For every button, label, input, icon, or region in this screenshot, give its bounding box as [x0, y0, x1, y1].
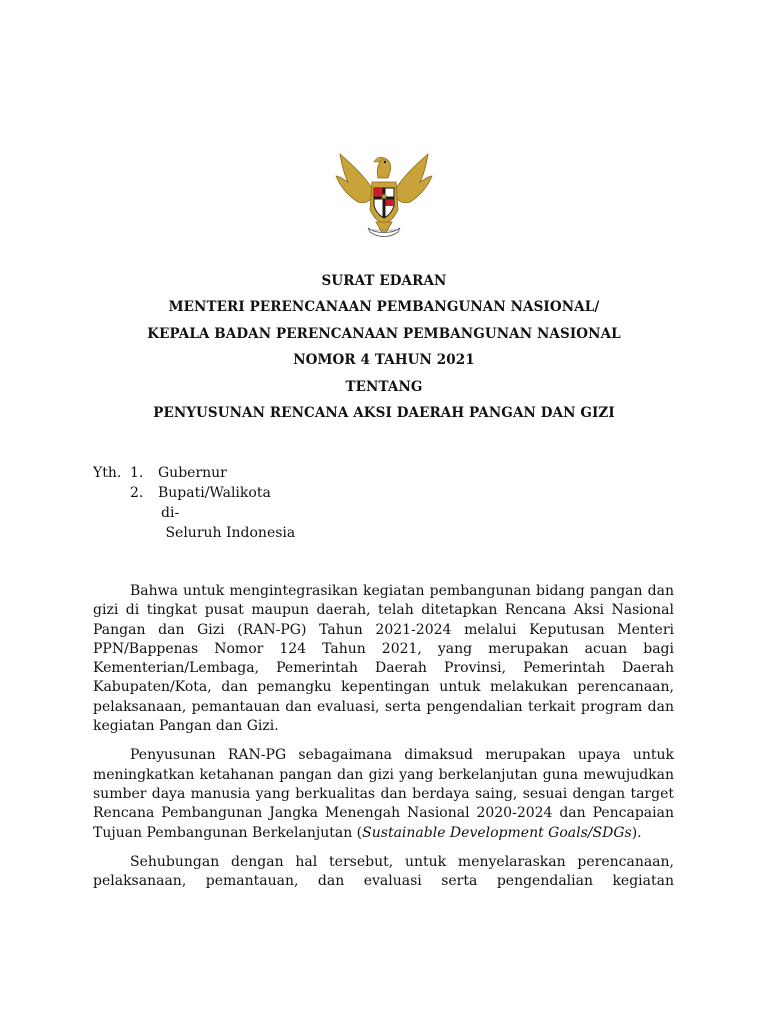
recipient-number: 2. — [130, 485, 144, 501]
issuer-line-2: KEPALA BADAN PERENCANAAN PEMBANGUNAN NASIONAL — [147, 325, 621, 342]
recipient-di: di- — [161, 505, 180, 521]
about-label: TENTANG — [345, 378, 423, 395]
recipient-name: Bupati/Walikota — [158, 485, 271, 501]
recipient-row-1 — [93, 463, 295, 483]
body-paragraph-1: Bahwa untuk mengintegrasikan kegiatan pembangunan bidang pangan dan gizi di tingkat pusat maupun daerah, telah ditetapkan Rencana Aksi Nasional Pangan dan Gizi (RAN-PG) Tahun 2021-2024 melalui Keputusan Menteri PPN/Bappenas Nomor 124 Tahun 2021, yang merupakan acuan bagi Kementerian/Lembaga, Pemerintah Daerah Provinsi, Pemerintah Daerah Kabupaten/Kota, dan pemangku kepentingan untuk melakukan perencanaan, pelaksanaan, pemantauan dan evaluasi, serta pengendalian terkait program dan kegiatan Pangan dan Gizi. — [93, 583, 674, 735]
sdg-term: Sustainable Development Goals/SDGs — [362, 824, 632, 841]
body-paragraph-2: Penyusunan RAN-PG sebagaimana dimaksud merupakan upaya untuk meningkatkan ketahanan pangan dan gizi yang berkelanjutan guna mewujudkan sumber daya manusia yang berkualitas dan berdaya saing, sesuai dengan target Rencana Pembangunan Jangka Menengah Nasional 2020-2024 dan Pencapaian Tujuan Pembangunan Berkelanjutan (Sustainable Development Goals/SDGs). — [93, 747, 674, 841]
document-type-heading: SURAT EDARAN — [321, 273, 447, 289]
issuer-line-1: MENTERI PERENCANAAN PEMBANGUNAN NASIONAL/ — [168, 299, 600, 316]
yth-label: Yth. — [93, 465, 122, 481]
recipient-name: Gubernur — [158, 465, 227, 481]
document-subject: PENYUSUNAN RENCANA AKSI DAERAH PANGAN DAN GIZI — [153, 405, 615, 422]
recipient-number: 1. — [130, 465, 144, 481]
body-paragraph-3: Sehubungan dengan hal tersebut, untuk menyelaraskan perencanaan, pelaksanaan, pemantauan, dan evaluasi serta pengendalian kegiatan — [93, 853, 674, 890]
letter-body — [93, 582, 674, 901]
letter-title-block — [0, 268, 768, 426]
recipient-row-2 — [93, 483, 295, 503]
recipient-location: Seluruh Indonesia — [161, 525, 296, 541]
recipient-address — [93, 463, 295, 543]
garuda-emblem-icon — [334, 148, 434, 242]
document-number: NOMOR 4 TAHUN 2021 — [293, 352, 475, 369]
